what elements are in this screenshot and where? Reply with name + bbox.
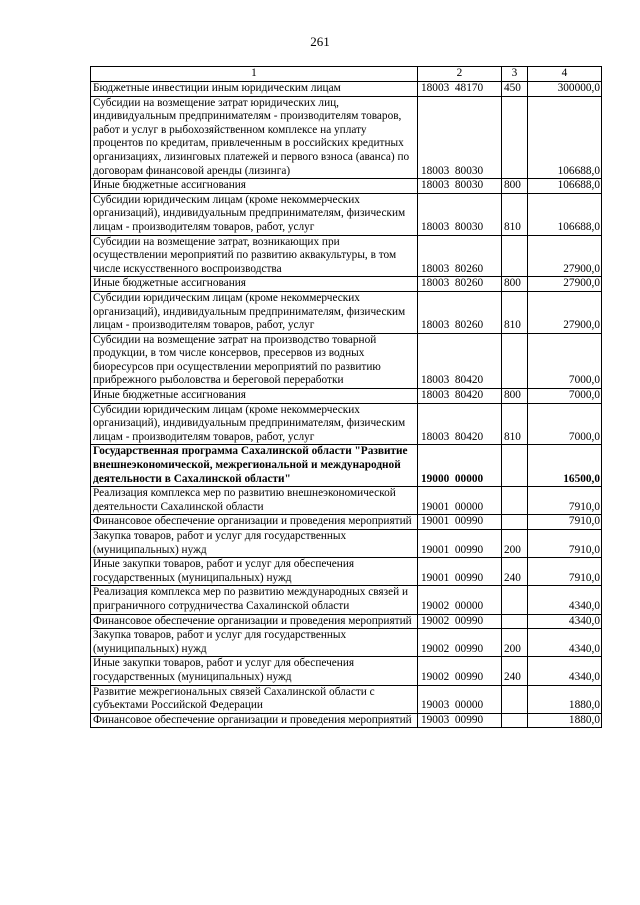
table-row	[91, 586, 602, 614]
row-name-cell: Субсидии на возмещение затрат, возникающих при осуществлении мероприятий по развитию аквакультуры, в том числе искусственного воспроизводства	[91, 235, 418, 277]
table-row	[91, 403, 602, 445]
row-sum-cell: 300000,0	[528, 82, 602, 97]
row-code-cell: 18003 80420	[418, 403, 502, 445]
row-name-cell: Государственная программа Сахалинской области "Развитие внешнеэкономической, межрегиональной и международной деятельности в Сахалинской области"	[91, 445, 418, 487]
table-row	[91, 179, 602, 194]
row-code-cell: 18003 48170	[418, 82, 502, 97]
row-code-cell: 19003 00990	[418, 713, 502, 728]
table-row	[91, 713, 602, 728]
row-code-cell: 19001 00000	[418, 487, 502, 515]
row-sum-cell: 4340,0	[528, 629, 602, 657]
row-name-cell: Субсидии юридическим лицам (кроме некоммерческих организаций), индивидуальным предпринимателям, физическим лицам - производителям товаров, работ, услуг	[91, 193, 418, 235]
row-type-cell: 240	[502, 657, 528, 685]
table-row	[91, 193, 602, 235]
row-name-cell: Закупка товаров, работ и услуг для государственных (муниципальных) нужд	[91, 530, 418, 558]
row-sum-cell: 7000,0	[528, 403, 602, 445]
row-name-cell: Иные закупки товаров, работ и услуг для обеспечения государственных (муниципальных) нужд	[91, 558, 418, 586]
row-type-cell	[502, 487, 528, 515]
table-row	[91, 96, 602, 179]
header-cell-2: 2	[418, 67, 502, 82]
row-name-cell: Субсидии юридическим лицам (кроме некоммерческих организаций), индивидуальным предпринимателям, физическим лицам - производителям товаров, работ, услуг	[91, 291, 418, 333]
row-type-cell	[502, 333, 528, 388]
row-sum-cell: 4340,0	[528, 614, 602, 629]
row-type-cell	[502, 685, 528, 713]
table-row	[91, 530, 602, 558]
table-row	[91, 487, 602, 515]
row-sum-cell: 4340,0	[528, 586, 602, 614]
row-name-cell: Реализация комплекса мер по развитию международных связей и приграничного сотрудничества Сахалинской области	[91, 586, 418, 614]
row-code-cell: 19001 00990	[418, 530, 502, 558]
row-name-cell: Субсидии на возмещение затрат на производство товарной продукции, в том числе консервов, пресервов из водных биоресурсов при осуществлении мероприятий по развитию прибрежного рыболовства и береговой переработки	[91, 333, 418, 388]
row-sum-cell: 27900,0	[528, 291, 602, 333]
row-type-cell	[502, 713, 528, 728]
table-row	[91, 558, 602, 586]
header-cell-3: 3	[502, 67, 528, 82]
row-type-cell	[502, 96, 528, 179]
row-type-cell: 800	[502, 389, 528, 404]
row-type-cell	[502, 515, 528, 530]
row-code-cell: 18003 80260	[418, 235, 502, 277]
row-code-cell: 19002 00990	[418, 614, 502, 629]
table-row	[91, 333, 602, 388]
row-name-cell: Финансовое обеспечение организации и проведения мероприятий	[91, 713, 418, 728]
table-row	[91, 657, 602, 685]
row-name-cell: Субсидии на возмещение затрат юридических лиц, индивидуальным предпринимателям - производителям товаров, работ и услуг в рыбохозяйственном комплексе на уплату процентов по кредитам, привлеченным в российских кредитных организациях, лизинговых платежей и первого взноса (аванса) по договорам финансовой аренды (лизинга)	[91, 96, 418, 179]
row-sum-cell: 27900,0	[528, 235, 602, 277]
row-name-cell: Закупка товаров, работ и услуг для государственных (муниципальных) нужд	[91, 629, 418, 657]
row-name-cell: Иные бюджетные ассигнования	[91, 389, 418, 404]
row-code-cell: 18003 80260	[418, 291, 502, 333]
table-row	[91, 685, 602, 713]
header-cell-1: 1	[91, 67, 418, 82]
row-type-cell	[502, 614, 528, 629]
table-header-row	[91, 67, 602, 82]
row-name-cell: Финансовое обеспечение организации и проведения мероприятий	[91, 614, 418, 629]
row-sum-cell: 7910,0	[528, 530, 602, 558]
row-name-cell: Реализация комплекса мер по развитию внешнеэкономической деятельности Сахалинской области	[91, 487, 418, 515]
row-code-cell: 19002 00990	[418, 657, 502, 685]
page-number: 261	[310, 34, 330, 49]
table-row	[91, 82, 602, 97]
row-sum-cell: 7000,0	[528, 389, 602, 404]
row-type-cell: 800	[502, 179, 528, 194]
row-sum-cell: 7910,0	[528, 515, 602, 530]
row-code-cell: 19003 00000	[418, 685, 502, 713]
row-type-cell	[502, 235, 528, 277]
row-code-cell: 18003 80030	[418, 96, 502, 179]
row-name-cell: Финансовое обеспечение организации и проведения мероприятий	[91, 515, 418, 530]
table-row	[91, 389, 602, 404]
row-code-cell: 19001 00990	[418, 558, 502, 586]
row-name-cell: Развитие межрегиональных связей Сахалинской области с субъектами Российской Федерации	[91, 685, 418, 713]
table-row	[91, 277, 602, 292]
row-code-cell: 18003 80420	[418, 389, 502, 404]
row-code-cell: 19002 00000	[418, 586, 502, 614]
row-name-cell: Иные бюджетные ассигнования	[91, 277, 418, 292]
row-code-cell: 19002 00990	[418, 629, 502, 657]
table-row	[91, 515, 602, 530]
row-code-cell: 18003 80260	[418, 277, 502, 292]
row-sum-cell: 106688,0	[528, 96, 602, 179]
row-code-cell: 19000 00000	[418, 445, 502, 487]
table-row	[91, 629, 602, 657]
table-row	[91, 445, 602, 487]
row-type-cell: 450	[502, 82, 528, 97]
row-type-cell	[502, 445, 528, 487]
row-name-cell: Иные закупки товаров, работ и услуг для обеспечения государственных (муниципальных) нужд	[91, 657, 418, 685]
row-type-cell: 200	[502, 530, 528, 558]
row-code-cell: 18003 80030	[418, 179, 502, 194]
budget-table	[90, 66, 602, 728]
row-code-cell: 18003 80030	[418, 193, 502, 235]
table-row	[91, 291, 602, 333]
row-sum-cell: 1880,0	[528, 685, 602, 713]
table-row	[91, 235, 602, 277]
row-sum-cell: 27900,0	[528, 277, 602, 292]
row-type-cell: 800	[502, 277, 528, 292]
row-code-cell: 19001 00990	[418, 515, 502, 530]
row-name-cell: Бюджетные инвестиции иным юридическим лицам	[91, 82, 418, 97]
row-name-cell: Субсидии юридическим лицам (кроме некоммерческих организаций), индивидуальным предпринимателям, физическим лицам - производителям товаров, работ, услуг	[91, 403, 418, 445]
header-cell-4: 4	[528, 67, 602, 82]
row-sum-cell: 7000,0	[528, 333, 602, 388]
row-sum-cell: 106688,0	[528, 179, 602, 194]
row-sum-cell: 106688,0	[528, 193, 602, 235]
row-type-cell: 810	[502, 403, 528, 445]
row-sum-cell: 16500,0	[528, 445, 602, 487]
row-sum-cell: 1880,0	[528, 713, 602, 728]
row-type-cell: 810	[502, 291, 528, 333]
row-type-cell: 810	[502, 193, 528, 235]
row-type-cell: 200	[502, 629, 528, 657]
row-type-cell: 240	[502, 558, 528, 586]
row-code-cell: 18003 80420	[418, 333, 502, 388]
row-sum-cell: 7910,0	[528, 558, 602, 586]
row-sum-cell: 7910,0	[528, 487, 602, 515]
row-sum-cell: 4340,0	[528, 657, 602, 685]
table-row	[91, 614, 602, 629]
row-name-cell: Иные бюджетные ассигнования	[91, 179, 418, 194]
row-type-cell	[502, 586, 528, 614]
